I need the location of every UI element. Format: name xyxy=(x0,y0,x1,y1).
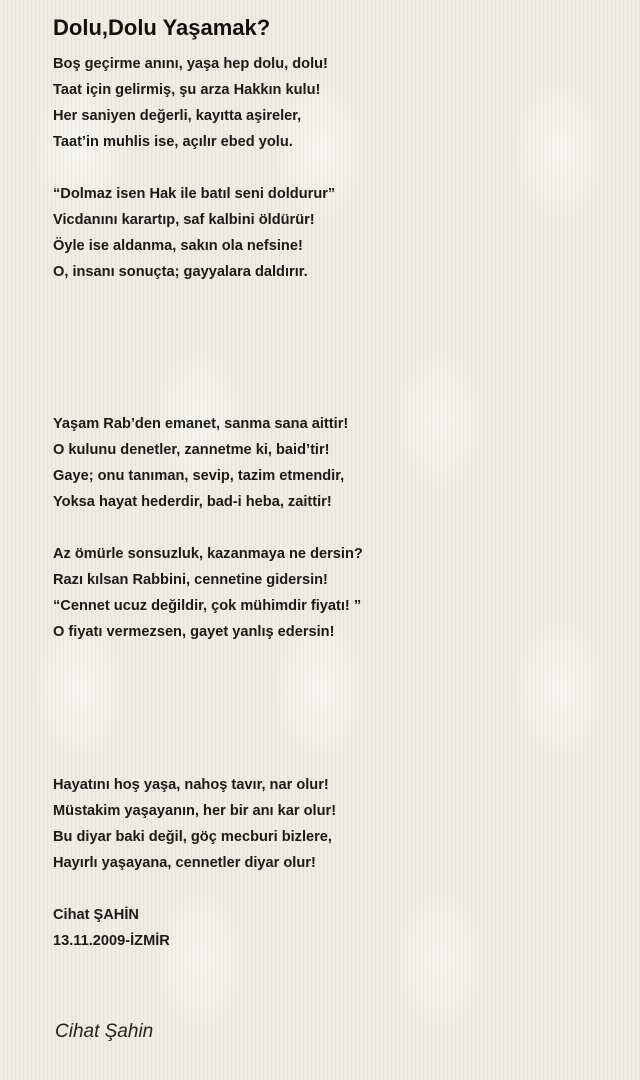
stanza-2 xyxy=(53,181,335,285)
poem-line: Taat’in muhlis ise, açılır ebed yolu. xyxy=(53,134,293,150)
stanza-1 xyxy=(53,51,328,155)
stanza-4 xyxy=(53,541,363,645)
stanza-3 xyxy=(53,411,348,515)
author-block xyxy=(53,902,170,954)
poem-line: Yaşam Rab’den emanet, sanma sana aittir! xyxy=(53,416,349,432)
author-signature: Cihat Şahin xyxy=(55,1021,154,1042)
poem-line: Öyle ise aldanma, sakın ola nefsine! xyxy=(53,238,303,254)
poem-line: Razı kılsan Rabbini, cennetine gidersin! xyxy=(53,572,328,588)
poem-line: “Dolmaz isen Hak ile batıl seni doldurur” xyxy=(53,186,336,202)
poem-line: Her saniyen değerli, kayıtta aşireler, xyxy=(53,108,302,124)
poem-date: 13.11.2009-İZMİR xyxy=(53,933,170,949)
poem-line: Müstakim yaşayanın, her bir anı kar olur! xyxy=(53,803,337,819)
poem-title: Dolu,Dolu Yaşamak? xyxy=(53,15,271,40)
poem-line: O kulunu denetler, zannetme ki, baid’tir! xyxy=(53,442,330,458)
poem-line: O fiyatı vermezsen, gayet yanlış edersin! xyxy=(53,624,335,640)
poem-line: Vicdanını karartıp, saf kalbini öldürür! xyxy=(53,212,315,228)
poem-line: Gaye; onu tanıman, sevip, tazim etmendir, xyxy=(53,468,345,484)
poem-line: Az ömürle sonsuzluk, kazanmaya ne dersin? xyxy=(53,546,363,562)
poem-line: “Cennet ucuz değildir, çok mühimdir fiyatı! ” xyxy=(53,598,362,614)
poem-line: Bu diyar baki değil, göç mecburi bizlere, xyxy=(53,829,332,845)
poem-line: O, insanı sonuçta; gayyalara daldırır. xyxy=(53,264,308,280)
stanza-5 xyxy=(53,772,336,876)
author-name: Cihat ŞAHİN xyxy=(53,907,139,923)
poem-line: Hayatını hoş yaşa, nahoş tavır, nar olur! xyxy=(53,777,329,793)
poem-line: Boş geçirme anını, yaşa hep dolu, dolu! xyxy=(53,56,328,72)
poem-line: Taat için gelirmiş, şu arza Hakkın kulu! xyxy=(53,82,321,98)
poem-line: Hayırlı yaşayana, cennetler diyar olur! xyxy=(53,855,316,871)
poem-line: Yoksa hayat hederdir, bad-i heba, zaittir! xyxy=(53,494,332,510)
